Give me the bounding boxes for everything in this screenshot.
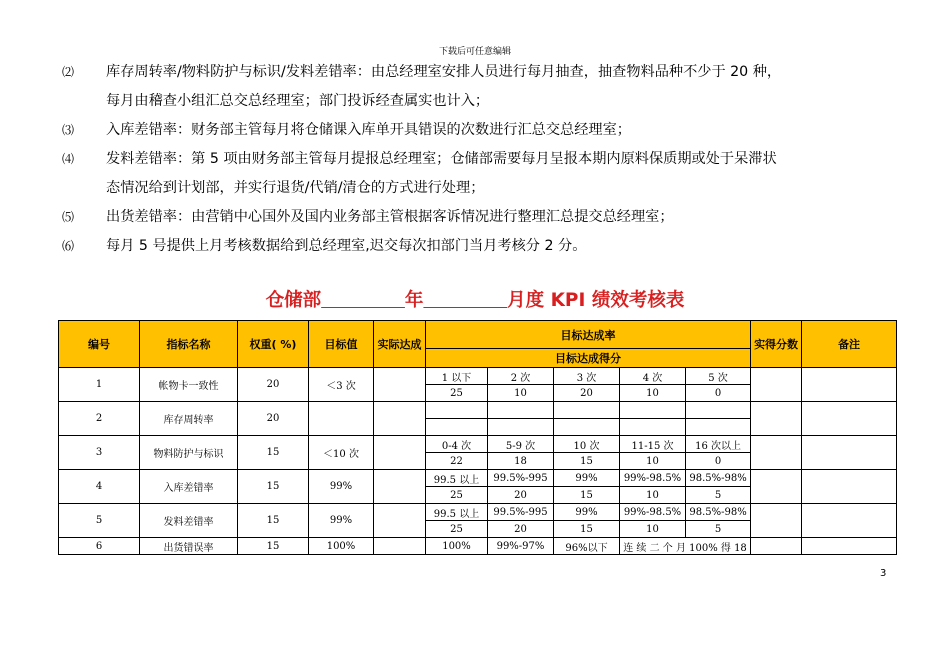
table-cell: 入库差错率: [140, 470, 238, 504]
table-cell: 25: [426, 521, 488, 538]
table-cell: [309, 402, 374, 436]
table-cell: 16 次以上: [686, 436, 751, 453]
table-cell: [620, 402, 686, 419]
table-cell: 10: [620, 453, 686, 470]
table-cell: ＜3 次: [309, 368, 374, 402]
table-cell: 15: [554, 453, 620, 470]
table-cell: 连 续 二 个 月 100% 得 18: [620, 538, 751, 555]
table-row: [59, 402, 897, 419]
table-cell: 96%以下: [554, 538, 620, 555]
table-row: [59, 436, 897, 453]
table-cell: 20: [488, 521, 554, 538]
table-cell: [751, 538, 802, 555]
table-cell: 2 次: [488, 368, 554, 385]
table-cell: 发料差错率: [140, 504, 238, 538]
item-number: ⑵: [62, 65, 75, 79]
table-cell: [374, 538, 426, 555]
table-cell: 3: [59, 436, 140, 470]
table-cell: [620, 419, 686, 436]
header-note: 下载后可任意编辑: [438, 47, 511, 57]
list-item: [62, 232, 902, 261]
table-cell: 20: [238, 368, 309, 402]
table-row: [59, 504, 897, 521]
table-cell: [802, 402, 897, 436]
table-cell: 5: [686, 487, 751, 504]
table-cell: 6: [59, 538, 140, 555]
table-cell: 库存周转率: [140, 402, 238, 436]
table-cell: [374, 470, 426, 504]
table-cell: 10: [620, 487, 686, 504]
table-cell: 5-9 次: [488, 436, 554, 453]
year-blank: [321, 290, 405, 311]
item-number: ⑷: [62, 152, 75, 166]
table-cell: 99%: [554, 504, 620, 521]
table-cell: 4 次: [620, 368, 686, 385]
table-title: [0, 286, 950, 312]
item-text: 入库差错率：财务部主管每月将仓储课入库单开具错误的次数进行汇总交总经理室；: [106, 122, 631, 138]
table-cell: 99.5 以上: [426, 504, 488, 521]
header-no: 编号: [59, 321, 140, 368]
table-cell: 帐物卡一致性: [140, 368, 238, 402]
table-cell: 98.5%-98%: [686, 470, 751, 487]
table-cell: [802, 504, 897, 538]
table-cell: [686, 419, 751, 436]
table-cell: [374, 368, 426, 402]
table-cell: 99.5%-995: [488, 470, 554, 487]
table-row: [59, 538, 897, 555]
header-name: 指标名称: [140, 321, 238, 368]
table-cell: [374, 504, 426, 538]
table-row: [59, 470, 897, 487]
table-cell: 15: [238, 504, 309, 538]
table-cell: 99.5%-995: [488, 504, 554, 521]
header-score: 目标达成得分: [426, 349, 751, 368]
table-cell: [751, 402, 802, 436]
table-cell: [751, 470, 802, 504]
table-cell: 15: [238, 538, 309, 555]
table-cell: [554, 419, 620, 436]
table-cell: 20: [554, 385, 620, 402]
table-cell: 3 次: [554, 368, 620, 385]
item-number: ⑸: [62, 210, 75, 224]
table-cell: [426, 402, 488, 419]
table-cell: 20: [238, 402, 309, 436]
table-cell: [488, 419, 554, 436]
table-cell: 15: [238, 470, 309, 504]
table-cell: 99%: [309, 470, 374, 504]
table-cell: 出货错误率: [140, 538, 238, 555]
header-got: 实得分数: [751, 321, 802, 368]
title-rest: 月度 KPI 绩效考核表: [507, 290, 685, 311]
table-cell: [751, 368, 802, 402]
header-target: 目标值: [309, 321, 374, 368]
table-cell: 99%-97%: [488, 538, 554, 555]
table-cell: 5 次: [686, 368, 751, 385]
table-cell: 25: [426, 487, 488, 504]
table-cell: 5: [686, 521, 751, 538]
list-item: [62, 58, 902, 116]
list-item: [62, 116, 902, 145]
table-cell: 15: [554, 487, 620, 504]
table-cell: 10 次: [554, 436, 620, 453]
table-cell: 99%-98.5%: [620, 504, 686, 521]
title-year: 年: [404, 290, 424, 311]
header-weight: 权重( %): [238, 321, 309, 368]
table-cell: 0-4 次: [426, 436, 488, 453]
table-cell: 98.5%-98%: [686, 504, 751, 521]
table-cell: ＜10 次: [309, 436, 374, 470]
month-blank: [423, 290, 507, 311]
table-cell: 22: [426, 453, 488, 470]
page-number: 3: [880, 568, 887, 579]
table-cell: 0: [686, 385, 751, 402]
item-number: ⑹: [62, 239, 75, 253]
table-cell: 25: [426, 385, 488, 402]
table-cell: [686, 402, 751, 419]
table-cell: 1 以下: [426, 368, 488, 385]
item-text: 发料差错率：第 5 项由财务部主管每月提报总经理室；仓储部需要每月呈报本期内原料保质期或处于呆滞状: [106, 151, 777, 167]
table-cell: [751, 504, 802, 538]
item-text: 态情况给到计划部，并实行退货/代销/清仓的方式进行处理；: [106, 180, 485, 196]
table-cell: 100%: [426, 538, 488, 555]
table-cell: 11-15 次: [620, 436, 686, 453]
table-row: [59, 368, 897, 385]
item-text: 每月由稽查小组汇总交总经理室；部门投诉经查属实也计入；: [106, 93, 490, 109]
table-cell: [374, 436, 426, 470]
table-cell: [802, 368, 897, 402]
table-cell: 1: [59, 368, 140, 402]
kpi-table: [58, 320, 897, 555]
table-cell: [554, 402, 620, 419]
table-cell: 99.5 以上: [426, 470, 488, 487]
table-cell: 99%-98.5%: [620, 470, 686, 487]
list-item: [62, 203, 902, 232]
table-cell: [802, 470, 897, 504]
table-cell: 10: [488, 385, 554, 402]
table-cell: 18: [488, 453, 554, 470]
table-cell: 10: [620, 385, 686, 402]
table-cell: 0: [686, 453, 751, 470]
item-text: 每月 5 号提供上月考核数据给到总经理室,迟交每次扣部门当月考核分 2 分。: [106, 238, 587, 254]
item-text: 出货差错率：由营销中心国外及国内业务部主管根据客诉情况进行整理汇总提交总经理室；: [106, 209, 674, 225]
table-cell: [374, 402, 426, 436]
table-cell: 99%: [309, 504, 374, 538]
list-item: [62, 145, 902, 203]
item-text: 库存周转率/物料防护与标识/发料差错率：由总经理室安排人员进行每月抽查，抽查物料品种不少于 20 种，: [106, 64, 782, 80]
table-cell: [802, 538, 897, 555]
table-cell: [426, 419, 488, 436]
table-cell: 15: [554, 521, 620, 538]
table-cell: 99%: [554, 470, 620, 487]
table-cell: 10: [620, 521, 686, 538]
header-remark: 备注: [802, 321, 897, 368]
table-cell: 15: [238, 436, 309, 470]
item-list: [62, 58, 902, 261]
table-cell: [751, 436, 802, 470]
table-cell: 20: [488, 487, 554, 504]
table-cell: 100%: [309, 538, 374, 555]
header-actual: 实际达成: [374, 321, 426, 368]
table-cell: 2: [59, 402, 140, 436]
header-rate: 目标达成率: [426, 321, 751, 349]
item-number: ⑶: [62, 123, 75, 137]
table-cell: 5: [59, 504, 140, 538]
table-cell: 4: [59, 470, 140, 504]
table-cell: [802, 436, 897, 470]
table-cell: 物料防护与标识: [140, 436, 238, 470]
title-dept: 仓储部: [265, 290, 322, 311]
table-cell: [488, 402, 554, 419]
